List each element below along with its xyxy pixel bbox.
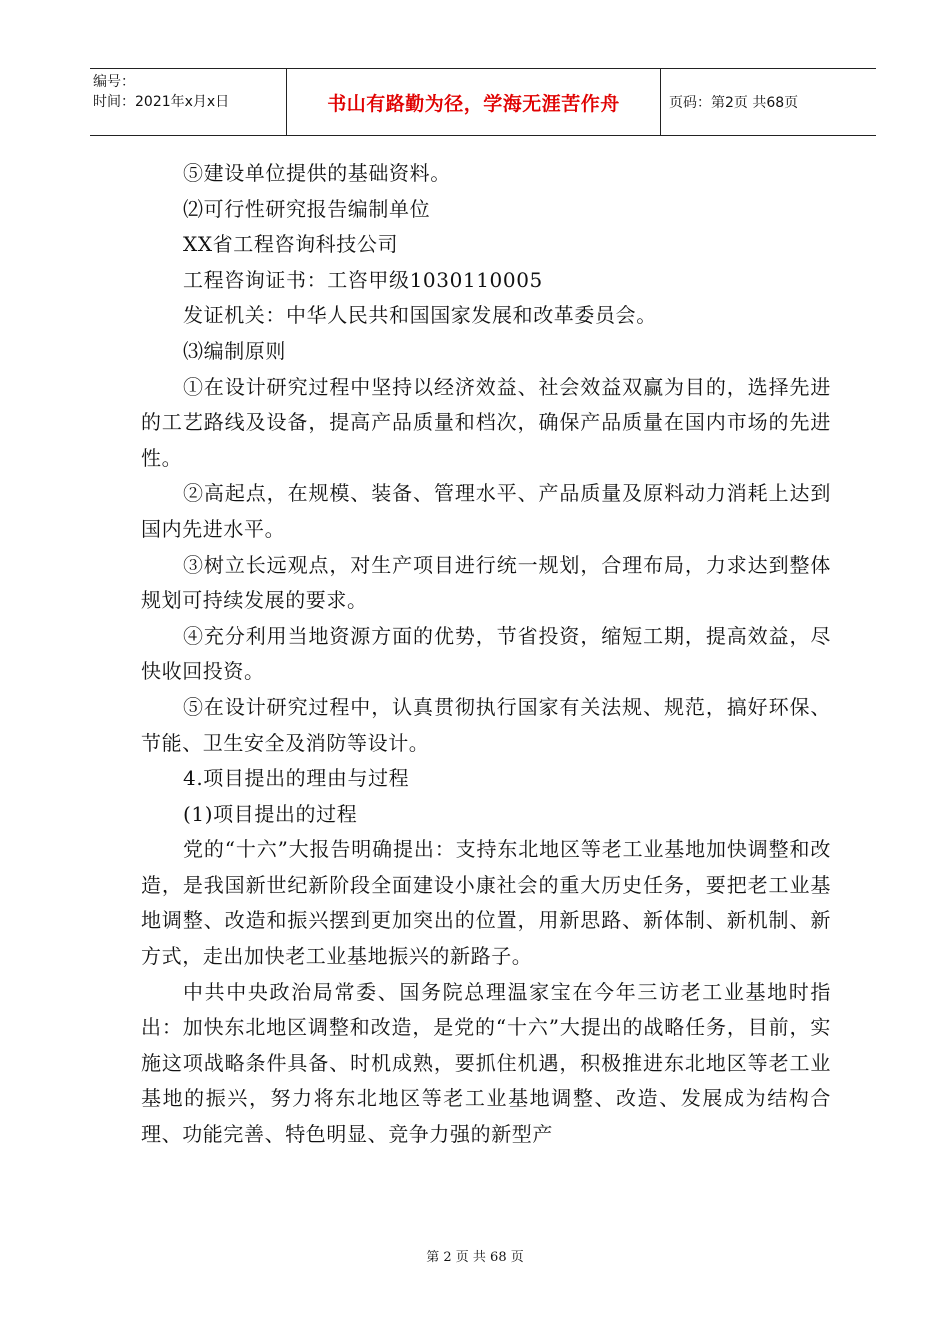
document-time: 时间：2021年x月x日 [93, 94, 230, 110]
paragraph: XX省工程咨询科技公司 [183, 232, 399, 257]
page-header [90, 68, 876, 136]
paragraph: 工程咨询证书：工咨甲级1030110005 [183, 267, 543, 292]
paragraph: (1)项目提出的过程 [183, 801, 358, 826]
paragraph: ⑵可行性研究报告编制单位 [183, 196, 431, 221]
paragraph: 4.项目提出的理由与过程 [183, 766, 410, 791]
document-body [141, 156, 831, 1153]
paragraph: ②高起点，在规模、装备、管理水平、产品质量及原料动力消耗上达到国内先进水平。 [141, 481, 831, 541]
paragraph: ⑤建设单位提供的基础资料。 [183, 161, 451, 185]
paragraph: ⑶编制原则 [183, 338, 286, 363]
paragraph: ⑤在设计研究过程中，认真贯彻执行国家有关法规、规范，搞好环保、节能、卫生安全及消防等设计。 [141, 694, 831, 755]
paragraph: ①在设计研究过程中坚持以经济效益、社会效益双赢为目的，选择先进的工艺路线及设备，提高产品质量和档次，确保产品质量在国内市场的先进性。 [141, 374, 831, 470]
paragraph: 党的“十六”大报告明确提出：支持东北地区等老工业基地加快调整和改造，是我国新世纪新阶段全面建设小康社会的重大历史任务，要把老工业基地调整、改造和振兴摆到更加突出的位置，用新思路、新体制、新机制、新方式，走出加快老工业基地振兴的新路子。 [141, 837, 831, 969]
document-number: 编号： [93, 74, 135, 90]
paragraph: 中共中央政治局常委、国务院总理温家宝在今年三访老工业基地时指出：加快东北地区调整和改造，是党的“十六”大提出的战略任务，目前，实施这项战略条件具备、时机成熟，要抓住机遇，积极推进东北地区等老工业基地的振兴，努力将东北地区等老工业基地调整、改造、发展成为结构合理、功能完善、特色明显、竞争力强的新型产 [141, 979, 831, 1147]
header-motto: 书山有路勤为径，学海无涯苦作舟 [287, 69, 661, 135]
paragraph: 发证机关：中华人民共和国国家发展和改革委员会。 [183, 303, 657, 328]
paragraph: ④充分利用当地资源方面的优势，节省投资，缩短工期，提高效益，尽快收回投资。 [141, 623, 831, 684]
page-footer: 第 2 页 共 68 页 [426, 1250, 524, 1265]
header-page-number: 页码：第2页 共68页 [669, 95, 799, 111]
paragraph: ③树立长远观点，对生产项目进行统一规划，合理布局，力求达到整体规划可持续发展的要求。 [141, 552, 831, 613]
header-meta [90, 69, 287, 135]
